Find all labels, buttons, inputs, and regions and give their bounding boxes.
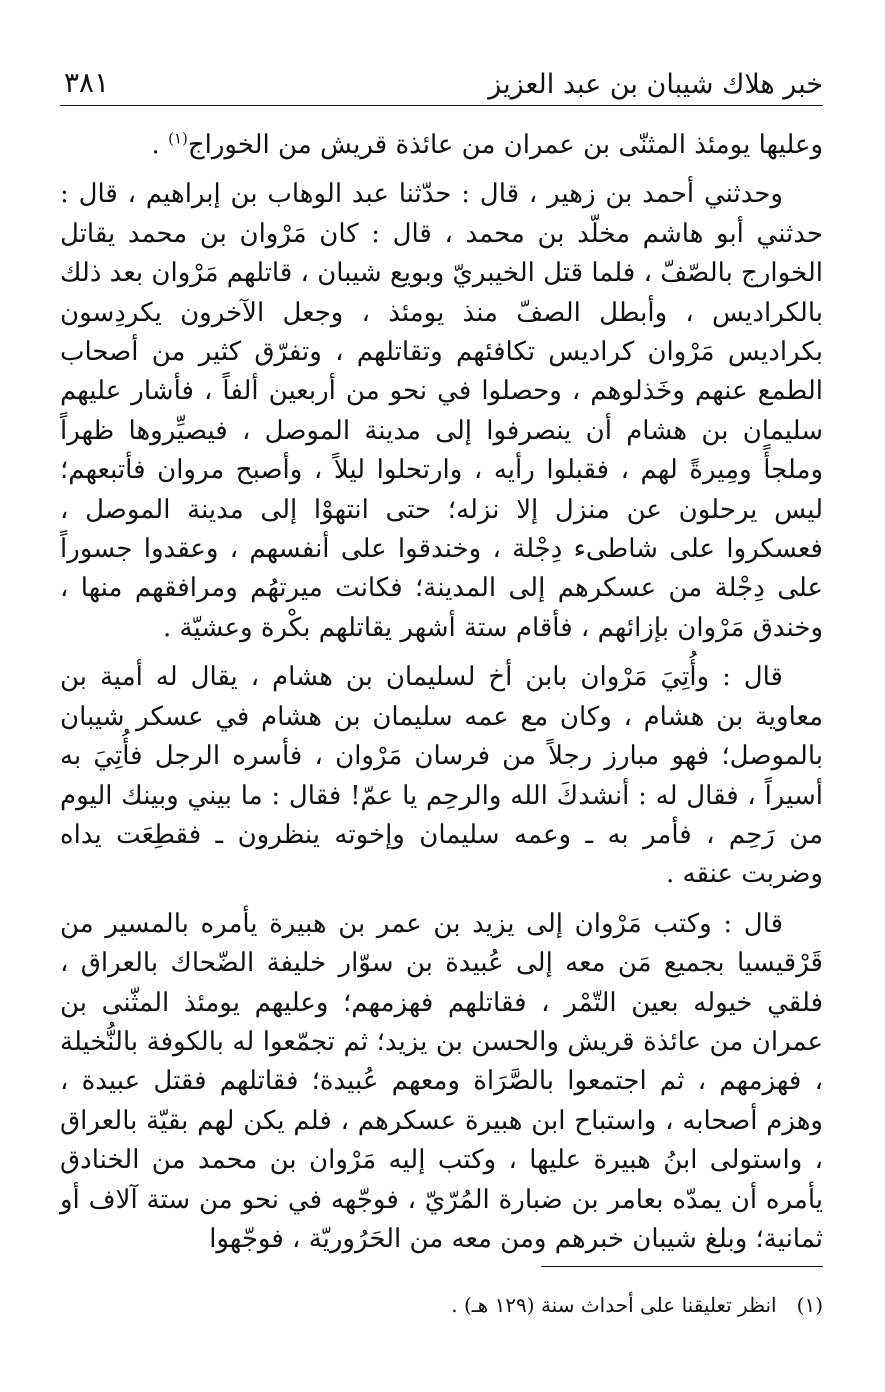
- paragraph-2: وحدثني أحمد بن زهير ، قال : حدّثنا عبد الوهاب بن إبراهيم ، قال : حدثني أبو هاشم مخلّد بن محمد ، قال : كان مَرْوان بن محمد يقاتل الخوارج بالصّفّ ، فلما قتل الخيبريّ وبويع شيبان ، قاتلهم مَرْوان بعد ذلك بالكراديس ، وأبطل الصفّ منذ يومئذ ، وجعل الآخرون يكردِسون بكراديس مَرْوان كراديس تكافئهم وتقاتلهم ، وتفرّق كثير من أصحاب الطمع عنهم وخَذلوهم ، وحصلوا في نحو من أربعين ألفاً ، فأشار عليهم سليمان بن هشام أن ينصرفوا إلى مدينة الموصل ، فيصيِّروها ظهراً وملجأً ومِيرةً لهم ، فقبلوا رأيه ، وارتحلوا ليلاً ، وأصبح مروان فأتبعهم؛ ليس يرحلون عن منزل إلا نزله؛ حتى انتهوْا إلى مدينة الموصل ، فعسكروا على شاطىء دِجْلة ، وخندقوا على أنفسهم ، وعقدوا جسوراً على دِجْلة من عسكرهم إلى المدينة؛ فكانت ميرتهُم ومرافقهم منها ، وخندق مَرْوان بإزائهم ، فأقام ستة أشهر يقاتلهم بكْرة وعشيّة .: [60, 179, 823, 643]
- header-rule: [60, 105, 823, 106]
- footnote-marker: (١): [796, 1293, 823, 1317]
- paragraph-1: [60, 126, 823, 165]
- footnote-rule: [541, 1266, 823, 1267]
- footnote-reference: (١): [168, 129, 188, 148]
- paragraph-4: قال : وكتب مَرْوان إلى يزيد بن عمر بن هبيرة يأمره بالمسير من قَرْقيسيا بجميع مَن معه إلى عُبيدة بن سوّار خليفة الضّحاك بالعراق ، فلقي خيوله بعين التّمْر ، فقاتلهم فهزمهم؛ وعليهم يومئذ المثّنى بن عمران من عائذة قريش والحسن بن يزيد؛ ثم تجمّعوا له بالكوفة بالنُّخيلة ، فهزمهم ، ثم اجتمعوا بالصَّرَاة ومعهم عُبيدة؛ فقاتلهم فقتل عبيدة ، وهزم أصحابه ، واستباح ابن هبيرة عسكرهم ، فلم يكن لهم بقيّة بالعراق ، واستولى ابنُ هبيرة عليها ، وكتب إليه مَرْوان بن محمد من الخنادق يأمره أن يمدّه بعامر بن ضبارة المُرّيّ ، فوجّهه في نحو من ستة آلاف أو ثمانية؛ وبلغ شيبان خبرهم ومن معه من الحَرُوريّة ، فوجّهوا: [60, 908, 823, 1254]
- page-header: [60, 62, 823, 106]
- running-title: خبر هلاك شيبان بن عبد العزيز: [488, 69, 823, 100]
- paragraph-3: قال : وأُتِيَ مَرْوان بابن أخ لسليمان بن هشام ، يقال له أمية بن معاوية بن هشام ، وكان مع عمه سليمان بن هشام في عسكر شيبان بالموصل؛ فهو مبارز رجلاً من فرسان مَرْوان ، فأسره الرجل فأُتِيَ به أسيراً ، فقال له : أنشدكَ الله والرحِم يا عمّ! فقال : ما بيني وبينك اليوم من رَحِم ، فأمر به ـ وعمه سليمان وإخوته ينظرون ـ فقطِعَت يداه وضربت عنقه .: [60, 662, 823, 890]
- paragraph-1-tail: .: [151, 130, 169, 160]
- paragraph-1-text: وعليها يومئذ المثنّى بن عمران من عائذة قريش من الخوراج: [187, 130, 823, 160]
- footnote: [60, 1290, 823, 1320]
- main-text: [60, 126, 823, 1259]
- page-number: ٣٨١: [64, 66, 110, 99]
- footnote-text: انظر تعليقنا على أحداث سنة (١٢٩ هـ) .: [451, 1293, 777, 1317]
